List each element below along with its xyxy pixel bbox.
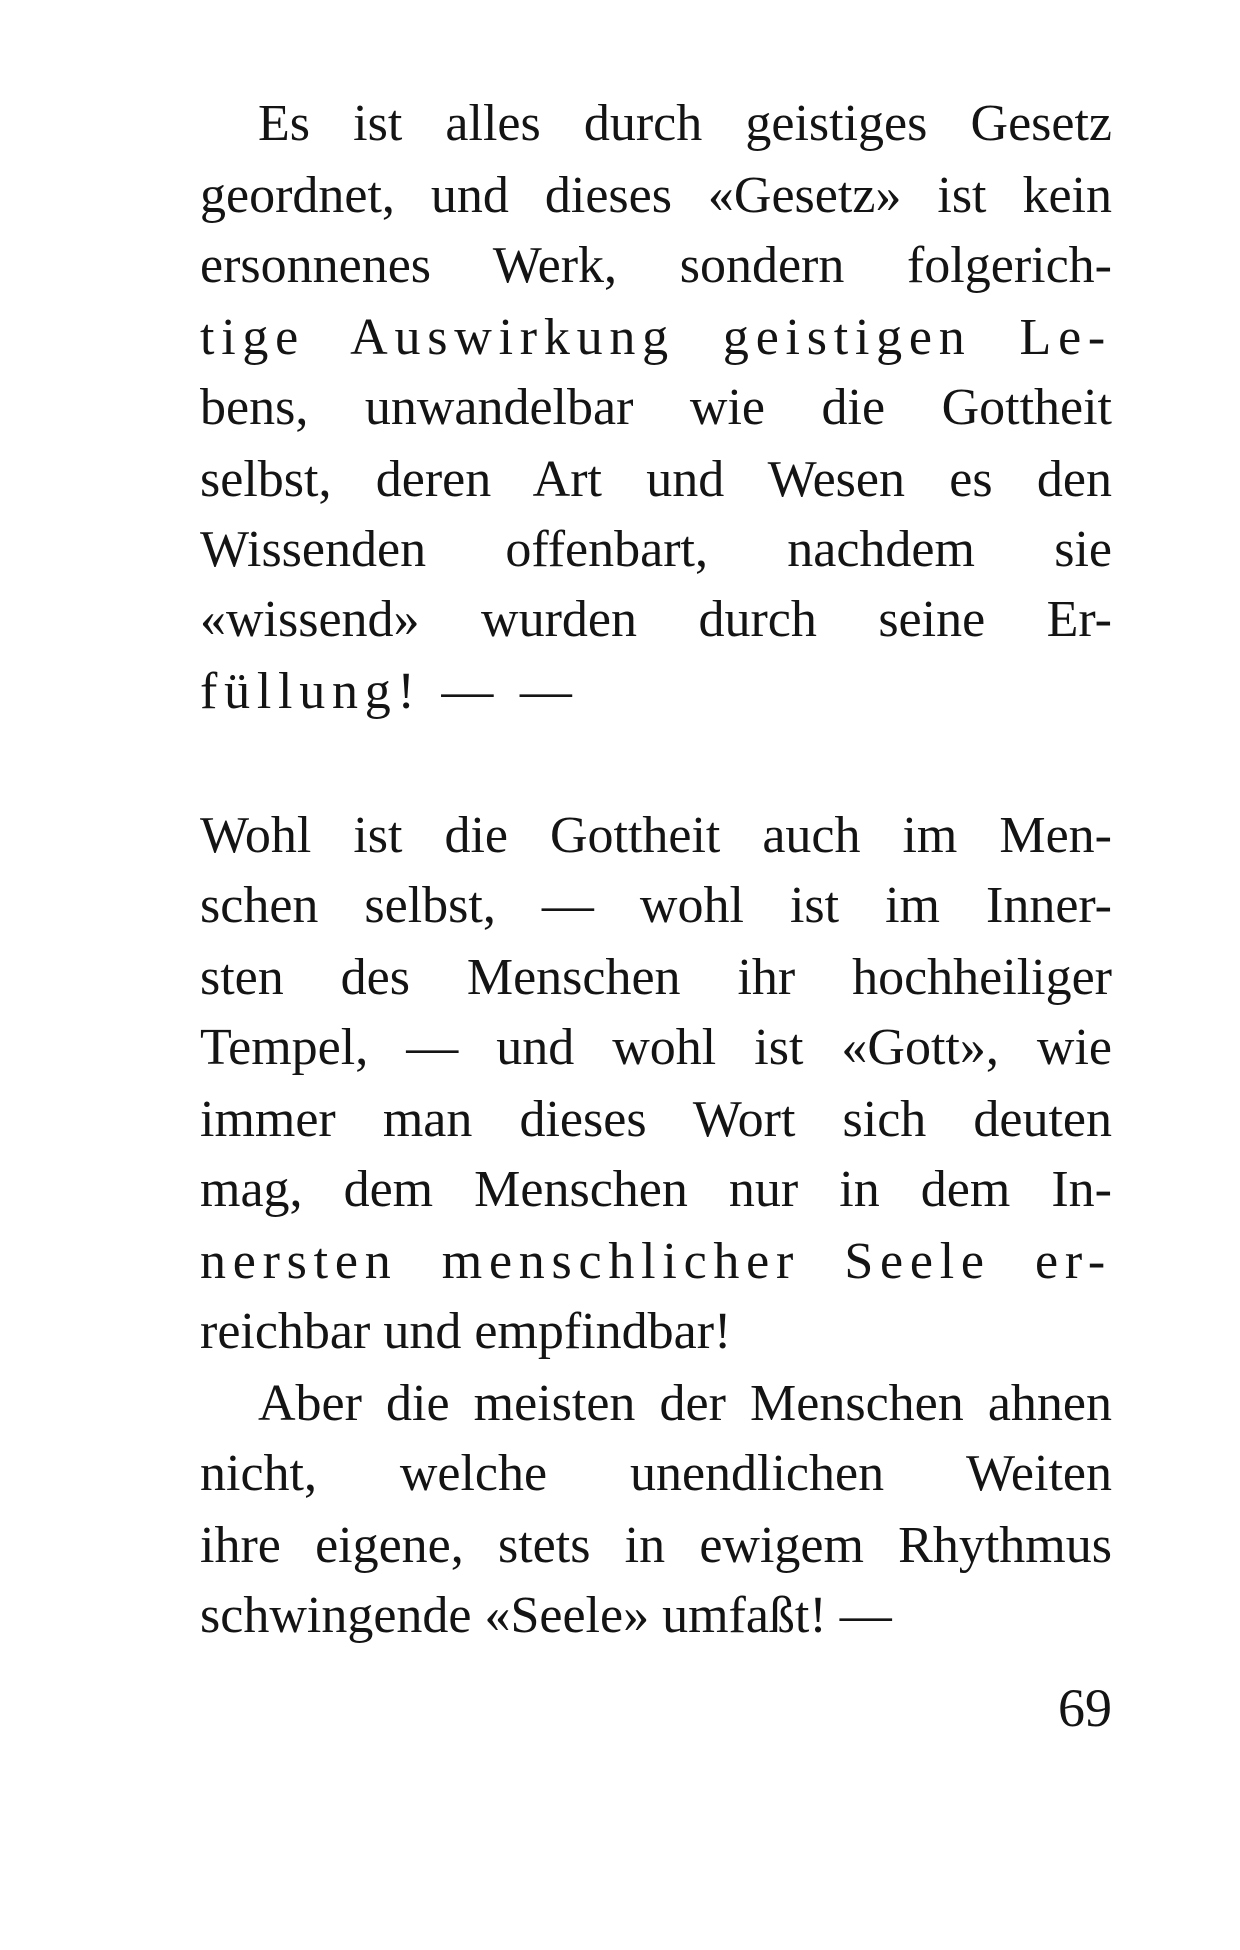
text-line: bens, unwandelbar wie die Gottheit xyxy=(200,379,1112,436)
text-line: Aber die meisten der Menschen ahnen xyxy=(258,1375,1112,1432)
text-line: Wissenden offenbart, nachdem sie xyxy=(200,521,1112,578)
text-line: geordnet, und dieses «Gesetz» ist kein xyxy=(200,167,1112,224)
text-line: Es ist alles durch geistiges Gesetz xyxy=(258,95,1112,152)
text-line: selbst, deren Art und Wesen es den xyxy=(200,451,1112,508)
text-line: ersonnenes Werk, sondern folgerich- xyxy=(200,237,1112,294)
text-line: schen selbst, — wohl ist im Inner- xyxy=(200,877,1112,934)
text-line: nersten menschlicher Seele er- xyxy=(200,1233,1112,1290)
text-line: immer man dieses Wort sich deuten xyxy=(200,1091,1112,1148)
text-line: schwingende «Seele» umfaßt! — xyxy=(200,1587,892,1644)
text-line: reichbar und empfindbar! xyxy=(200,1303,732,1360)
text-line: nicht, welche unendlichen Weiten xyxy=(200,1445,1112,1502)
text-line: sten des Menschen ihr hochheiliger xyxy=(200,949,1112,1006)
text-line: Tempel, — und wohl ist «Gott», wie xyxy=(200,1019,1112,1076)
text-line: mag, dem Menschen nur in dem In- xyxy=(200,1161,1112,1218)
text-line: Wohl ist die Gottheit auch im Men- xyxy=(200,807,1112,864)
text-line: «wissend» wurden durch seine Er- xyxy=(200,591,1112,648)
text-line: ihre eigene, stets in ewigem Rhythmus xyxy=(200,1517,1112,1574)
page-number: 69 xyxy=(1058,1678,1112,1738)
text-line: füllung! — — xyxy=(200,663,579,720)
text-line: tige Auswirkung geistigen Le- xyxy=(200,309,1112,366)
